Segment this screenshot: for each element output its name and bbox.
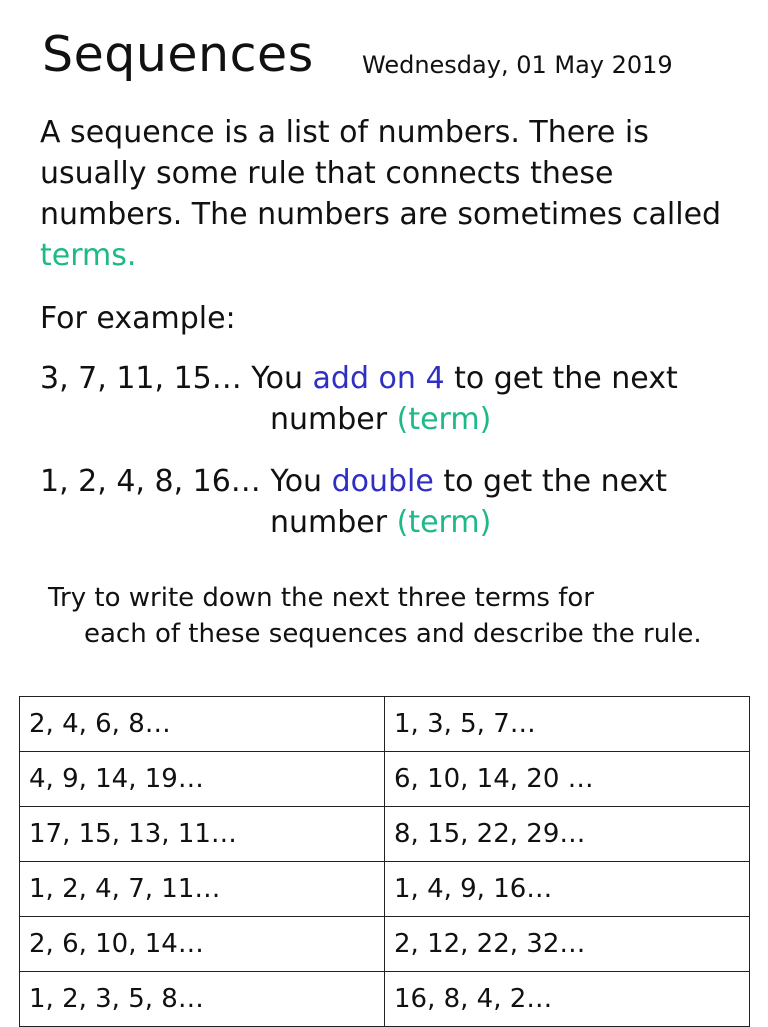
table-cell: 1, 2, 4, 7, 11… <box>20 862 385 917</box>
table-row <box>20 972 750 1027</box>
example-sequence: 1, 2, 4, 8, 16… You <box>40 464 332 499</box>
date-label: Wednesday, 01 May 2019 <box>362 51 673 79</box>
table-row <box>20 917 750 972</box>
table-cell: 1, 2, 3, 5, 8… <box>20 972 385 1027</box>
task-first-line: Try to write down the next three terms for <box>48 583 594 613</box>
example-add <box>40 358 730 440</box>
table-row <box>20 752 750 807</box>
table-row <box>20 807 750 862</box>
example-label: For example: <box>40 301 236 336</box>
example-operation: double <box>331 464 434 499</box>
table-cell: 2, 6, 10, 14… <box>20 917 385 972</box>
intro-text: A sequence is a list of numbers. There is usually some rule that connects these numbers. The numbers are sometimes called <box>40 115 722 232</box>
intro-paragraph <box>40 112 730 276</box>
sequences-table <box>19 696 750 1027</box>
task-rest: each of these sequences and describe the rule. <box>84 619 702 649</box>
table-cell: 8, 15, 22, 29… <box>385 807 750 862</box>
table-cell: 4, 9, 14, 19… <box>20 752 385 807</box>
example-number-word: number <box>270 505 397 540</box>
table-cell: 16, 8, 4, 2… <box>385 972 750 1027</box>
table-cell: 2, 12, 22, 32… <box>385 917 750 972</box>
example-double <box>40 461 730 543</box>
table-cell: 17, 15, 13, 11… <box>20 807 385 862</box>
example-line2 <box>40 399 730 440</box>
table-row <box>20 697 750 752</box>
example-sequence: 3, 7, 11, 15… You <box>40 361 313 396</box>
example-line2 <box>40 502 730 543</box>
table-cell: 6, 10, 14, 20 … <box>385 752 750 807</box>
example-term: (term) <box>396 402 492 437</box>
example-term: (term) <box>396 505 492 540</box>
terms-highlight: terms. <box>40 238 137 273</box>
example-number-word: number <box>270 402 397 437</box>
example-after: to get the next <box>444 361 678 396</box>
table-row <box>20 862 750 917</box>
table-cell: 2, 4, 6, 8… <box>20 697 385 752</box>
table-cell: 1, 3, 5, 7… <box>385 697 750 752</box>
task-instructions <box>48 580 708 652</box>
table-cell: 1, 4, 9, 16… <box>385 862 750 917</box>
example-operation: add on 4 <box>312 361 445 396</box>
page-title: Sequences <box>42 26 314 83</box>
example-after: to get the next <box>433 464 668 499</box>
